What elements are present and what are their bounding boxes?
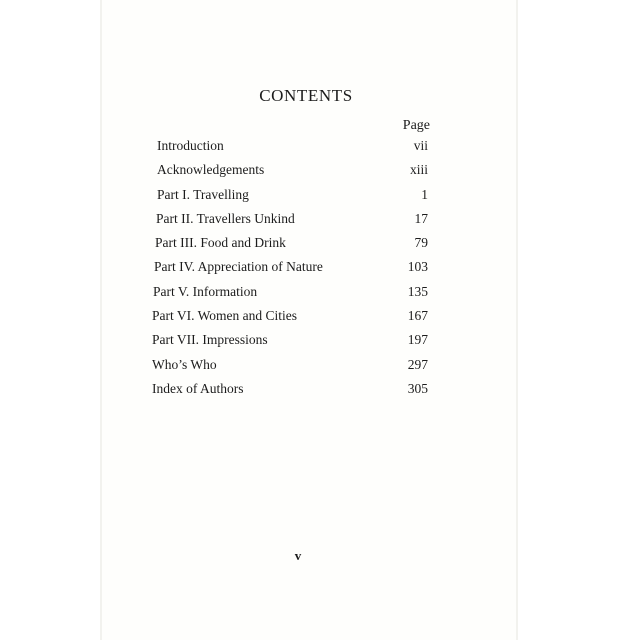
- toc-entry: [100, 187, 518, 211]
- toc-entry: [100, 381, 518, 405]
- toc-entry: [100, 162, 518, 186]
- toc-entry-page: 1: [421, 186, 428, 202]
- toc-entry: [100, 211, 518, 235]
- toc-entry-page: 17: [414, 210, 428, 226]
- page-column-header: Page: [402, 118, 430, 133]
- toc-entry: [100, 284, 518, 308]
- toc-entry-page: 197: [407, 332, 428, 348]
- page-edge-left: [100, 0, 102, 640]
- contents-title: CONTENTS: [259, 86, 353, 105]
- toc-entry-label: Introduction: [157, 138, 224, 153]
- toc-entry-page: xiii: [409, 162, 428, 178]
- toc-entry-page: 103: [407, 259, 428, 275]
- toc-entry-page: vii: [413, 138, 428, 153]
- toc-entry-page: 297: [407, 356, 428, 372]
- page-edge-right: [516, 0, 518, 640]
- toc-entry-label: Acknowledgements: [157, 162, 265, 178]
- toc-entry-page: 167: [407, 308, 428, 324]
- toc-entry: [100, 308, 518, 332]
- toc-entry-label: Part VII. Impressions: [152, 332, 268, 348]
- toc-entry-label: Index of Authors: [152, 380, 244, 396]
- toc-entry: [100, 138, 518, 162]
- toc-entry: [100, 357, 518, 381]
- toc-entry: [100, 332, 518, 356]
- toc-entry-label: Part V. Information: [153, 283, 258, 299]
- toc-entry-label: Part II. Travellers Unkind: [156, 210, 295, 226]
- toc-entry-page: 305: [407, 380, 428, 396]
- toc-entry-label: Part III. Food and Drink: [155, 235, 286, 251]
- toc-entry-label: Part I. Travelling: [157, 186, 249, 202]
- toc-entry-label: Part VI. Women and Cities: [152, 308, 298, 324]
- toc-entry-page: 79: [414, 235, 428, 251]
- book-page: [100, 0, 518, 640]
- toc-entry-label: Who’s Who: [152, 356, 217, 372]
- toc-entry-label: Part IV. Appreciation of Nature: [154, 259, 323, 275]
- page-folio: v: [294, 548, 302, 563]
- contents-list: [100, 138, 518, 405]
- toc-entry-page: 135: [407, 283, 428, 299]
- toc-entry: [100, 259, 518, 283]
- toc-entry: [100, 235, 518, 259]
